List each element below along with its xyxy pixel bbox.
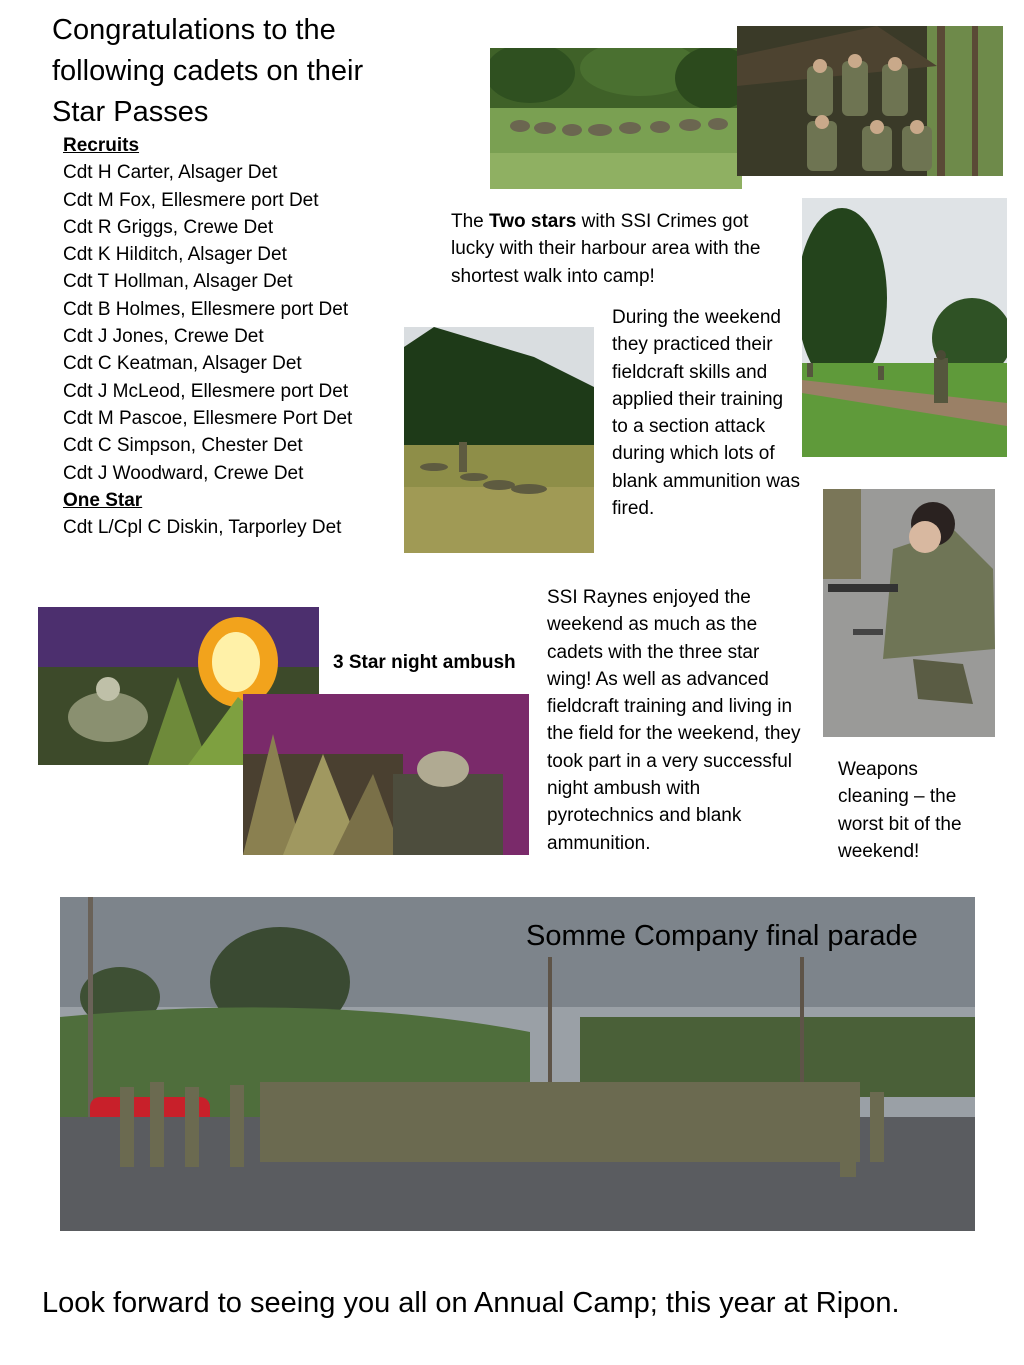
recruit-name: Cdt M Pascoe, Ellesmere Port Det [63, 407, 353, 429]
two-stars-caption [451, 208, 761, 290]
section-attack-photo [404, 327, 594, 553]
title-line-2: following cadets on their [52, 55, 364, 87]
two-stars-caption-pre: The [451, 211, 490, 232]
night-ambush-photo [243, 694, 529, 855]
recruit-name: Cdt K Hilditch, Alsager Det [63, 244, 287, 266]
recruit-name: Cdt C Simpson, Chester Det [63, 435, 303, 457]
recruit-name: Cdt J McLeod, Ellesmere port Det [63, 380, 349, 402]
shelter-group-photo [737, 26, 1003, 176]
title-line-1: Congratulations to the [52, 14, 336, 46]
recruit-name: Cdt T Hollman, Alsager Det [63, 271, 293, 293]
recruit-name: Cdt H Carter, Alsager Det [63, 162, 278, 184]
weapons-caption: Weapons cleaning – the worst bit of the weekend! [838, 759, 962, 862]
recruit-name: Cdt B Holmes, Ellesmere port Det [63, 298, 349, 320]
page-title [52, 10, 432, 133]
recruit-name: Cdt C Keatman, Alsager Det [63, 353, 302, 375]
one-star-header: One Star [63, 489, 143, 511]
recruit-name: Cdt J Woodward, Crewe Det [63, 462, 304, 484]
track-patrol-photo [802, 198, 1007, 457]
one-star-name: Cdt L/Cpl C Diskin, Tarporley Det [63, 517, 342, 539]
weapons-cleaning-photo [823, 489, 995, 737]
recruits-header: Recruits [63, 135, 140, 156]
recruit-name: Cdt R Griggs, Crewe Det [63, 216, 274, 238]
recruit-name: Cdt J Jones, Crewe Det [63, 326, 264, 348]
two-stars-caption-post: with SSI Crimes got lucky with their harbour area with the shortest walk into camp! [451, 211, 761, 287]
raynes-caption: SSI Raynes enjoyed the weekend as much as the cadets with the three star wing! As well as advanced fieldcraft training and living in the field for the weekend, they took part in a very successful night ambush with pyrotechnics and blank ammunition. [547, 587, 801, 854]
recruit-name: Cdt M Fox, Ellesmere port Det [63, 189, 319, 211]
field-line-photo [490, 48, 742, 189]
footer-message: Look forward to seeing you all on Annual Camp; this year at Ripon. [42, 1287, 900, 1319]
parade-caption: Somme Company final parade [526, 920, 918, 952]
star-pass-list [63, 132, 403, 541]
two-stars-caption-bold: Two stars [489, 211, 577, 232]
fieldcraft-caption: During the weekend they practiced their fieldcraft skills and applied their training to a section attack during which lots of blank ammunition was fired. [612, 307, 800, 520]
title-line-3: Star Passes [52, 96, 209, 128]
ambush-label: 3 Star night ambush [333, 652, 516, 673]
